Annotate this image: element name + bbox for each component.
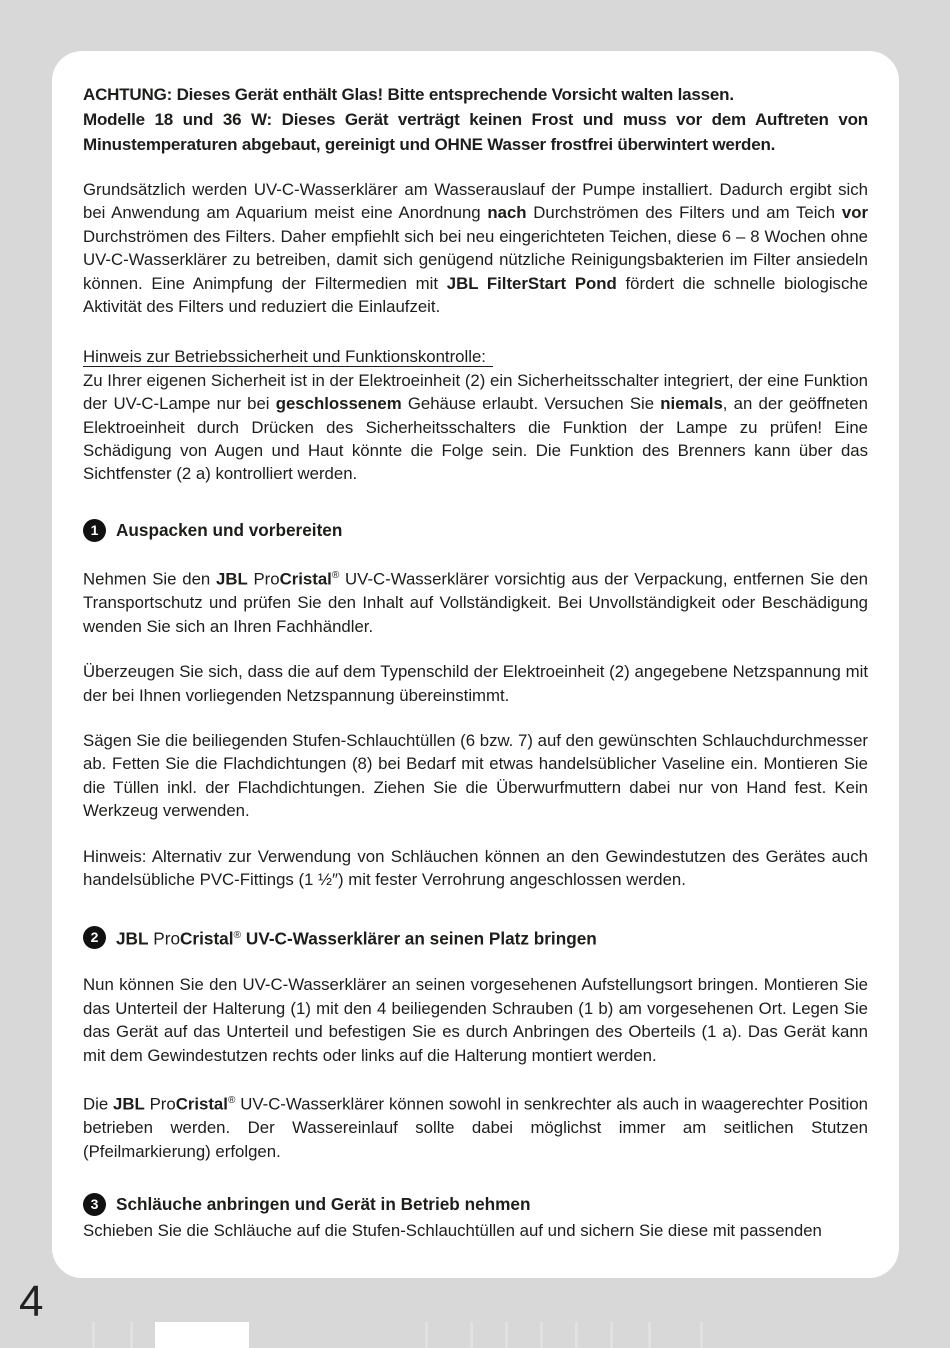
section-2-number-badge: 2 xyxy=(83,926,106,949)
bottom-streak xyxy=(130,1322,133,1348)
bottom-streak xyxy=(648,1322,651,1348)
bottom-streak xyxy=(505,1322,508,1348)
section-3-title: Schläuche anbringen und Gerät in Betrieb nehmen xyxy=(116,1193,531,1214)
intro-paragraph: Grundsätzlich werden UV-C-Wasserklärer am Wasserauslauf der Pumpe installiert. Dadurch ergibt sich bei Anwendung am Aquarium meist eine Anordnung nach Durchströmen des Filters und am Teich vor Durchströmen des Filters. Daher empfiehlt sich bei neu eingerichteten Teichen, diese 6 – 8 Wochen ohne UV-C-Wasserklärer zu betreiben, damit sich genügend nützliche Reinigungsbakterien im Filter ansiedeln können. Eine Animpfung der Filtermedien mit JBL FilterStart Pond fördert die schnelle biologische Aktivität des Filters und reduziert die Einlaufzeit. xyxy=(83,180,869,317)
bottom-streak xyxy=(700,1322,703,1348)
section-3-number-badge: 3 xyxy=(83,1193,106,1216)
bottom-streak xyxy=(540,1322,543,1348)
section-1-heading xyxy=(83,519,868,542)
section-1-paragraph-3: Sägen Sie die beiliegenden Stufen-Schlauchtüllen (6 bzw. 7) auf den gewünschten Schlauchdurchmesser ab. Fetten Sie die Flachdichtungen (8) bei Bedarf mit etwas handelsüblicher Vaseline ein. Montieren Sie die Tüllen inkl. der Flachdichtungen. Ziehen Sie die Überwurfmuttern dabei nur von Hand fest. Kein Werkzeug verwenden. xyxy=(83,730,868,821)
bottom-streak xyxy=(92,1322,95,1348)
bottom-tab-highlight xyxy=(155,1322,249,1348)
section-2-paragraph-2: Die JBL ProCristal® UV-C-Wasserklärer können sowohl in senkrechter als auch in waagerechter Position betrieben werden. Der Wassereinlauf sollte dabei möglichst immer am seitlichen Stutzen (Pfeilmarkierung) erfolgen. xyxy=(83,1094,869,1161)
section-2-title: JBL ProCristal® UV-C-Wasserklärer an seinen Platz bringen xyxy=(116,929,597,950)
bottom-streak xyxy=(610,1322,613,1348)
section-1-paragraph-2: Überzeugen Sie sich, dass die auf dem Typenschild der Elektroeinheit (2) angegebene Netzspannung mit der bei Ihnen vorliegenden Netzspannung übereinstimmt. xyxy=(83,662,868,705)
bottom-streak xyxy=(425,1322,428,1348)
section-3-heading xyxy=(83,1193,868,1216)
section-2-paragraph-1: Nun können Sie den UV-C-Wasserklärer an seinen vorgesehenen Aufstellungsort bringen. Montieren Sie das Unterteil der Halterung (1) mit den 4 beiliegenden Schrauben (1 b) am vorgesehenen Ort. Legen Sie das Gerät auf das Unterteil und befestigen Sie es durch Anbringen des Oberteils (1 a). Das Gerät kann mit dem Gewindestutzen rechts oder links auf die Halterung montiert werden. xyxy=(83,975,868,1065)
section-3-paragraph-1: Schieben Sie die Schläuche auf die Stufen-Schlauchtüllen auf und sichern Sie diese mit passenden xyxy=(83,1221,822,1241)
bottom-streak xyxy=(470,1322,473,1348)
safety-note-body: Zu Ihrer eigenen Sicherheit ist in der Elektroeinheit (2) ein Sicherheitsschalter integriert, der eine Funktion der UV-C-Lampe nur bei geschlossenem Gehäuse erlaubt. Versuchen Sie niemals, an der geöffneten Elektroeinheit durch Drücken des Sicherheitsschalters die Funktion der Lampe zu prüfen! Eine Schädigung von Augen und Haut könnte die Folge sein. Die Funktion des Brenners kann über das Sichtfenster (2 a) kontrolliert werden. xyxy=(83,370,869,484)
section-1-number-badge: 1 xyxy=(83,519,106,542)
safety-note-heading-text: Hinweis zur Betriebssicherheit und Funktionskontrolle: xyxy=(83,347,493,367)
section-2-heading xyxy=(83,924,868,951)
section-1-paragraph-1: Nehmen Sie den JBL ProCristal® UV-C-Wasserklärer vorsichtig aus der Verpackung, entfernen Sie den Transportschutz und prüfen Sie den Inhalt auf Vollständigkeit. Bei Unvollständigkeit oder Beschädigung wenden Sie sich an Ihren Fachhändler. xyxy=(83,569,869,636)
section-1-paragraph-4: Hinweis: Alternativ zur Verwendung von Schläuchen können an den Gewindestutzen des Gerätes auch handelsübliche PVC-Fittings (1 ½″) mit fester Verrohrung angeschlossen werden. xyxy=(83,846,868,889)
safety-note-heading xyxy=(83,345,868,368)
page-number: 4 xyxy=(19,1277,44,1326)
bottom-streak xyxy=(575,1322,578,1348)
section-1-title: Auspacken und vorbereiten xyxy=(116,519,343,540)
warning-text: ACHTUNG: Dieses Gerät enthält Glas! Bitte entsprechende Vorsicht walten lassen. Modelle 18 und 36 W: Dieses Gerät verträgt keinen Frost und muss vor dem Auftreten von Minustemperaturen abgebaut, gereinigt und OHNE Wasser frostfrei überwintert werden. xyxy=(83,85,868,154)
content-card xyxy=(52,51,899,1278)
